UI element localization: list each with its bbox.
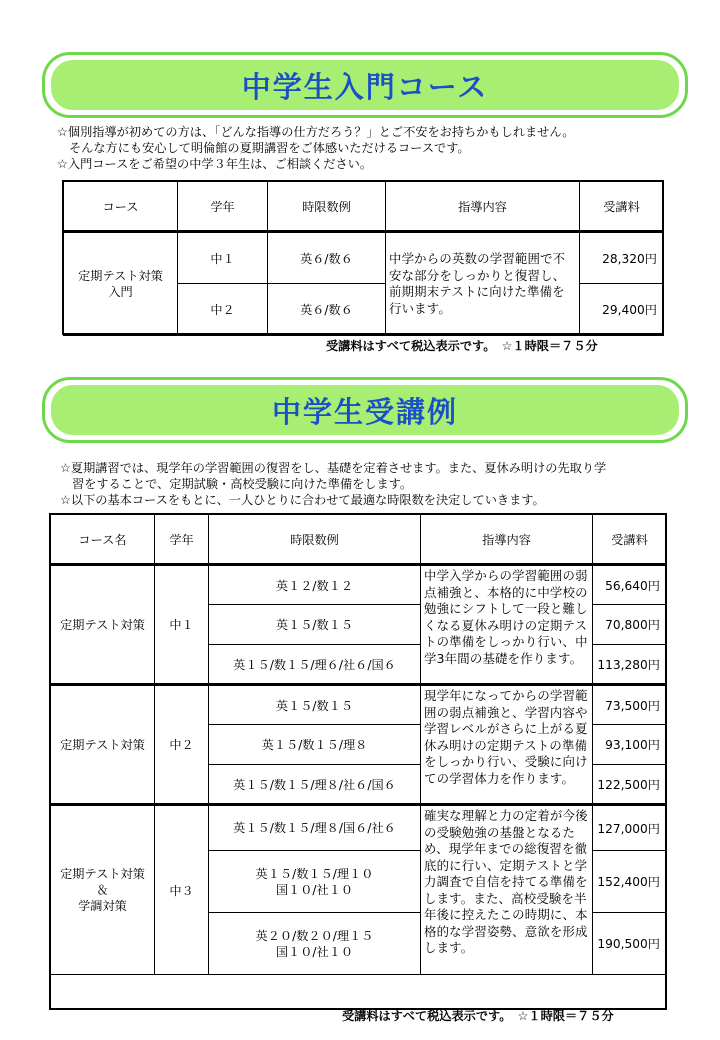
grade-cell: 中２ bbox=[155, 685, 209, 805]
header-course: コース bbox=[64, 182, 178, 232]
grade-cell: 中１ bbox=[155, 565, 209, 685]
fee-cell: 70,800円 bbox=[593, 605, 667, 645]
periods-cell: 英６/数６ bbox=[268, 232, 386, 284]
course-name: 定期テスト対策 ＆ 学調対策 bbox=[51, 805, 155, 975]
periods-cell: 英１５/数１５/理８/国６/社６ bbox=[209, 805, 421, 851]
periods-cell: 英１５/数１５/理８ bbox=[209, 725, 421, 765]
section1-table bbox=[63, 181, 664, 336]
fee-cell: 56,640円 bbox=[593, 565, 667, 605]
header-content: 指導内容 bbox=[421, 515, 593, 565]
header-grade: 学年 bbox=[155, 515, 209, 565]
intro-line: ☆以下の基本コースをもとに、一人ひとりに合わせて最適な時限数を決定していきます。 bbox=[60, 493, 545, 507]
fee-cell: 73,500円 bbox=[593, 685, 667, 725]
section1-banner bbox=[42, 52, 688, 118]
intro-line: ☆入門コースをご希望の中学３年生は、ご相談ください。 bbox=[57, 157, 373, 171]
header-grade: 学年 bbox=[178, 182, 268, 232]
header-periods: 時限数例 bbox=[209, 515, 421, 565]
fee-cell: 93,100円 bbox=[593, 725, 667, 765]
periods-cell: 英１５/数１５/理８/社６/国６ bbox=[209, 765, 421, 805]
header-fee: 受講料 bbox=[580, 182, 664, 232]
periods-cell: 英６/数６ bbox=[268, 284, 386, 336]
grade-cell: 中２ bbox=[178, 284, 268, 336]
content-cell: 確実な理解と力の定着が今後の受験勉強の基盤となるため、現学年までの総復習を徹底的に行い、定期テストと学力調査で自信を持てる準備をします。また、高校受験を半年後に控えたこの時期に、本格的な学習姿勢、意欲を形成します。 bbox=[421, 805, 593, 975]
grade-cell: 中３ bbox=[155, 805, 209, 975]
content-cell: 中学からの英数の学習範囲で不安な部分をしっかりと復習し、前期期末テストに向けた準備を行います。 bbox=[386, 232, 580, 336]
fee-cell: 190,500円 bbox=[593, 913, 667, 975]
course-name: 定期テスト対策 bbox=[51, 685, 155, 805]
header-periods: 時限数例 bbox=[268, 182, 386, 232]
periods-cell: 英１５/数１５ bbox=[209, 685, 421, 725]
fee-cell: 113,280円 bbox=[593, 645, 667, 685]
periods-cell: 英１５/数１５ bbox=[209, 605, 421, 645]
periods-cell: 英１５/数１５/理６/社６/国６ bbox=[209, 645, 421, 685]
section1-intro bbox=[57, 124, 574, 172]
intro-line: そんな方にも安心して明倫館の夏期講習をご体感いただけるコースです。 bbox=[69, 141, 470, 155]
fee-cell: 127,000円 bbox=[593, 805, 667, 851]
periods-cell: 英２０/数２０/理１５ 国１０/社１０ bbox=[209, 913, 421, 975]
section2-footnote: 受講料はすべて税込表示です。 ☆１時限＝７５分 bbox=[342, 1009, 614, 1023]
fee-cell: 152,400円 bbox=[593, 851, 667, 913]
header-fee: 受講料 bbox=[593, 515, 667, 565]
intro-line: ☆夏期講習では、現学年の学習範囲の復習をし、基礎を定着させます。また、夏休み明けの先取り学 bbox=[60, 461, 607, 475]
section2-intro bbox=[60, 460, 606, 508]
header-content: 指導内容 bbox=[386, 182, 580, 232]
periods-cell: 英１５/数１５/理１０ 国１０/社１０ bbox=[209, 851, 421, 913]
section2-table bbox=[50, 514, 667, 975]
course-name: 定期テスト対策 入門 bbox=[64, 232, 178, 336]
content-cell: 現学年になってからの学習範囲の弱点補強と、学習内容や学習レベルがさらに上がる夏休み明けの定期テストの準備をしっかり行い、受験に向けての学習体力を作ります。 bbox=[421, 685, 593, 805]
section2-banner bbox=[42, 377, 688, 443]
fee-cell: 122,500円 bbox=[593, 765, 667, 805]
section1-title: 中学生入門コース bbox=[241, 69, 489, 104]
intro-line: 習をすることで、定期試験・高校受験に向けた準備をします。 bbox=[72, 477, 413, 491]
section2-title: 中学生受講例 bbox=[271, 394, 458, 429]
intro-line: ☆個別指導が初めての方は、「どんな指導の仕方だろう？」とご不安をお持ちかもしれません。 bbox=[57, 125, 575, 139]
header-course: コース名 bbox=[51, 515, 155, 565]
fee-cell: 29,400円 bbox=[580, 284, 664, 336]
periods-cell: 英１２/数１２ bbox=[209, 565, 421, 605]
course-name: 定期テスト対策 bbox=[51, 565, 155, 685]
content-cell: 中学入学からの学習範囲の弱点補強と、本格的に中学校の勉強にシフトして一段と難しくなる夏休み明けの定期テストの準備をしっかり行い、中学3年間の基礎を作ります。 bbox=[421, 565, 593, 685]
section1-footnote: 受講料はすべて税込表示です。 ☆１時限＝７５分 bbox=[326, 339, 598, 353]
fee-cell: 28,320円 bbox=[580, 232, 664, 284]
grade-cell: 中１ bbox=[178, 232, 268, 284]
